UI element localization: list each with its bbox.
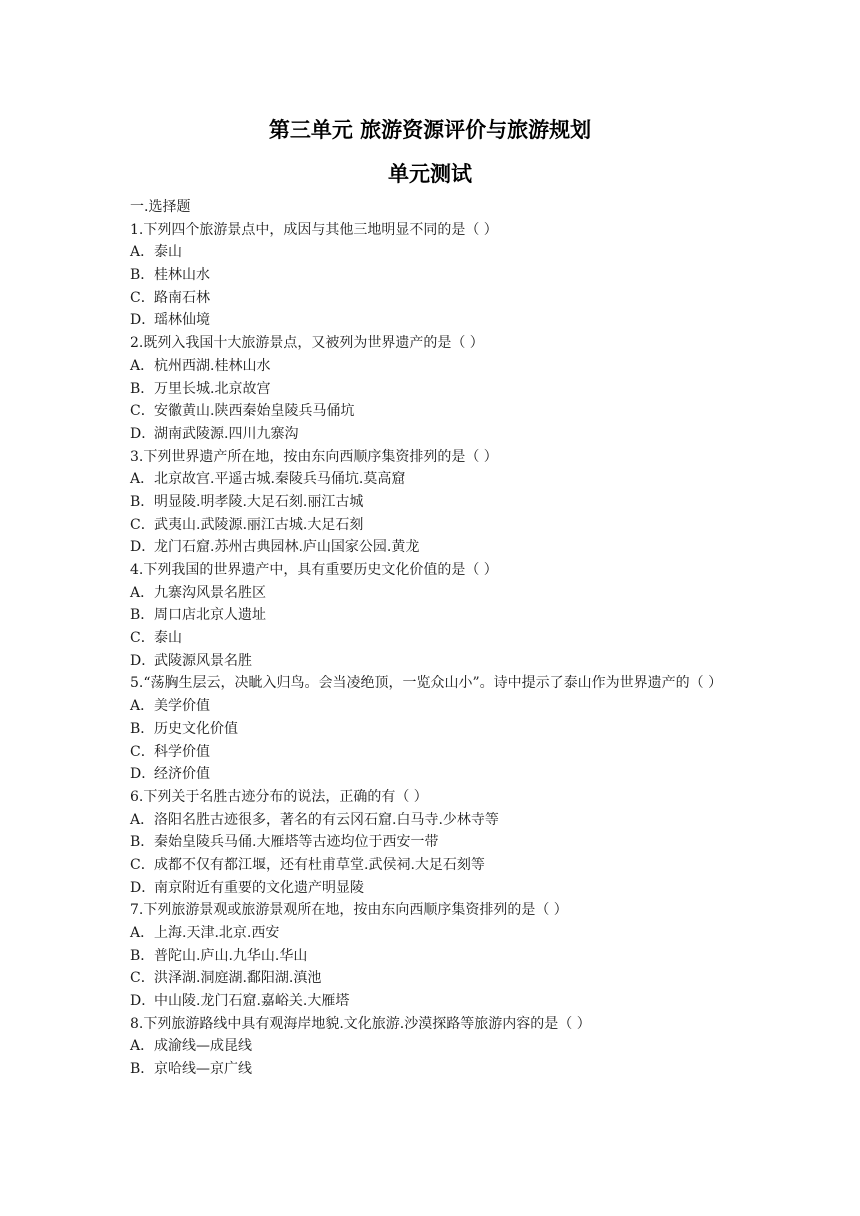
option-text: 武夷山.武陵源.丽江古城.大足石刻 [154, 516, 364, 533]
question-stem: 4.下列我国的世界遗产中，具有重要历史文化价值的是（ ） [130, 562, 498, 578]
option-text: 美学价值 [154, 698, 210, 715]
option-item [130, 241, 740, 264]
option-item [130, 604, 740, 627]
option-letter: A． [130, 584, 155, 601]
option-text: 洪泽湖.洞庭湖.鄱阳湖.滇池 [154, 970, 322, 987]
option-item [130, 582, 740, 605]
option-letter: C． [130, 403, 155, 420]
option-item [130, 1058, 740, 1081]
section-heading: 一.选择题 [130, 199, 191, 215]
option-item [130, 536, 740, 559]
option-item [130, 650, 740, 673]
option-item [130, 695, 740, 718]
question-stem: 3.下列世界遗产所在地，按由东向西顺序集资排列的是（ ） [130, 448, 498, 465]
option-item [130, 967, 740, 990]
option-letter: B． [130, 947, 155, 964]
option-text: 中山陵.龙门石窟.嘉峪关.大雁塔 [154, 993, 350, 1010]
page-subtitle: 单元测试 [388, 162, 472, 186]
option-letter: B． [130, 493, 155, 510]
option-letter: D． [130, 312, 156, 329]
option-text: 路南石林 [154, 289, 210, 306]
option-item [130, 491, 740, 514]
option-letter: A． [130, 471, 155, 488]
question-stem: 2.既列入我国十大旅游景点，又被列为世界遗产的是（ ） [130, 335, 484, 352]
option-letter: D． [130, 652, 156, 669]
option-text: 历史文化价值 [154, 720, 238, 737]
question-list [130, 196, 740, 1081]
option-letter: D． [130, 879, 156, 896]
option-text: 湖南武陵源.四川九寨沟 [154, 425, 299, 442]
option-text: 泰山 [154, 630, 182, 647]
option-item [130, 945, 740, 968]
question-stem: 5.“荡胸生层云，决眦入归鸟。会当凌绝顶，一览众山小”。诗中提示了泰山作为世界遗产的（ ） [130, 675, 723, 692]
option-letter: D． [130, 425, 156, 442]
option-item [130, 468, 740, 491]
option-letter: A． [130, 357, 155, 374]
option-item [130, 990, 740, 1013]
option-item [130, 378, 740, 401]
option-letter: B． [130, 607, 155, 624]
option-item [130, 400, 740, 423]
option-letter: B． [130, 380, 155, 397]
option-letter: C． [130, 970, 155, 987]
option-item [130, 1035, 740, 1058]
option-item [130, 763, 740, 786]
option-letter: A． [130, 925, 155, 942]
option-letter: A． [130, 811, 155, 828]
option-text: 科学价值 [154, 743, 210, 760]
option-letter: C． [130, 516, 155, 533]
option-text: 泰山 [154, 244, 182, 261]
option-item [130, 287, 740, 310]
option-text: 北京故宫.平遥古城.秦陵兵马俑坑.莫高窟 [154, 471, 406, 488]
option-text: 明显陵.明孝陵.大足石刻.丽江古城 [154, 493, 364, 510]
option-text: 京哈线—京广线 [154, 1061, 252, 1078]
option-item [130, 627, 740, 650]
option-item [130, 854, 740, 877]
option-item [130, 264, 740, 287]
option-letter: B． [130, 720, 155, 737]
option-text: 上海.天津.北京.西安 [154, 925, 280, 942]
option-text: 万里长城.北京故宫 [154, 380, 271, 397]
option-letter: A． [130, 698, 155, 715]
option-item [130, 355, 740, 378]
option-text: 龙门石窟.苏州古典园林.庐山国家公园.黄龙 [154, 539, 420, 556]
option-item [130, 514, 740, 537]
option-letter: A． [130, 244, 155, 261]
option-item [130, 809, 740, 832]
page-title: 第三单元 旅游资源评价与旅游规划 [268, 118, 592, 142]
option-item [130, 309, 740, 332]
option-text: 洛阳名胜古迹很多，著名的有云冈石窟.白马寺.少林寺等 [154, 811, 499, 828]
option-letter: D． [130, 539, 156, 556]
option-text: 秦始皇陵兵马俑.大雁塔等古迹均位于西安一带 [154, 834, 439, 851]
option-text: 南京附近有重要的文化遗产明显陵 [154, 879, 364, 896]
option-text: 成都不仅有都江堰，还有杜甫草堂.武侯祠.大足石刻等 [154, 856, 485, 873]
option-letter: C． [130, 289, 155, 306]
option-item [130, 922, 740, 945]
option-letter: C． [130, 743, 155, 760]
option-text: 安徽黄山.陕西秦始皇陵兵马俑坑 [154, 403, 355, 420]
option-item [130, 831, 740, 854]
option-item [130, 877, 740, 900]
question-stem: 1.下列四个旅游景点中，成因与其他三地明显不同的是（ ） [130, 221, 498, 238]
question-stem: 6.下列关于名胜古迹分布的说法，正确的有（ ） [130, 788, 428, 805]
option-letter: B． [130, 267, 155, 284]
option-letter: D． [130, 993, 156, 1010]
option-item [130, 718, 740, 741]
option-letter: C． [130, 856, 155, 873]
option-letter: A． [130, 1038, 155, 1055]
option-item [130, 423, 740, 446]
option-text: 周口店北京人遗址 [154, 607, 266, 624]
option-text: 九寨沟风景名胜区 [154, 584, 266, 601]
option-letter: D． [130, 766, 156, 783]
option-text: 经济价值 [154, 766, 210, 783]
option-letter: C． [130, 630, 155, 647]
option-letter: B． [130, 1061, 155, 1078]
option-item [130, 741, 740, 764]
option-text: 普陀山.庐山.九华山.华山 [154, 947, 308, 964]
option-text: 桂林山水 [154, 267, 210, 284]
option-text: 杭州西湖.桂林山水 [154, 357, 271, 374]
option-text: 武陵源风景名胜 [154, 652, 252, 669]
question-stem: 7.下列旅游景观或旅游景观所在地，按由东向西顺序集资排列的是（ ） [130, 902, 568, 919]
option-text: 瑶林仙境 [154, 312, 210, 329]
option-text: 成渝线—成昆线 [154, 1038, 252, 1055]
option-letter: B． [130, 834, 155, 851]
question-stem: 8.下列旅游路线中具有观海岸地貌.文化旅游.沙漠探路等旅游内容的是（ ） [130, 1015, 591, 1032]
